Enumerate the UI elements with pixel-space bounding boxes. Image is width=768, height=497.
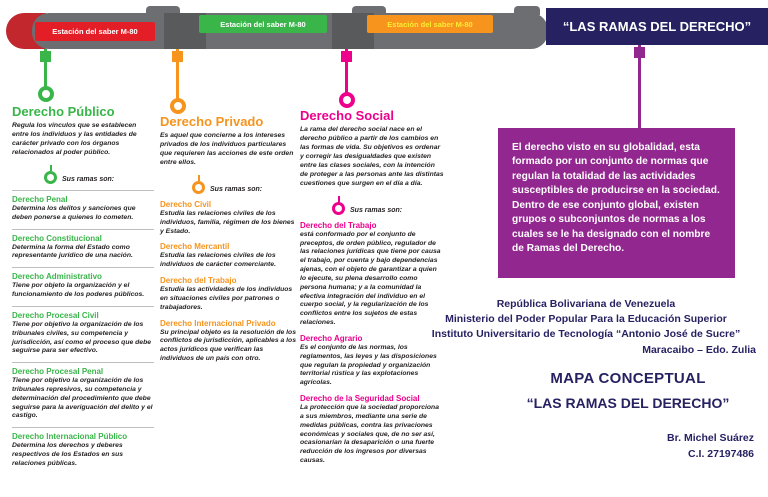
column-intro: La rama del derecho social nace en el derecho público a partir de los cambios en las formas de vida. Su objetivos es ordenar y corregir las desigualdades que existen entre las clases sociales, con la intención de proteger a las personas ante las distintas cuestiones que surgen en el día a día. — [300, 126, 444, 187]
law-branch-item — [12, 229, 154, 262]
branch-ring-icon — [192, 175, 205, 194]
map-title-block — [498, 370, 758, 411]
stem-line — [338, 196, 340, 202]
author-block — [540, 431, 760, 463]
author-id: C.I. 27197486 — [688, 447, 754, 460]
station-node-icon — [172, 51, 183, 62]
branch-text: La protección que la sociedad proporciona a sus miembros, mediante una serie de medidas públicas, contra las privaciones económicas y sociales que, de no ser así, ocasionarían la desaparición o una fuerte reducción de los ingresos por diversas causas. — [300, 404, 439, 464]
law-branch-item — [12, 362, 154, 421]
branch-ring-icon — [44, 165, 57, 184]
stem-line — [198, 175, 200, 181]
branch-title: Derecho Administrativo — [12, 272, 102, 282]
column-derecho-privado — [160, 114, 296, 364]
map-title-line2: “LAS RAMAS DEL DERECHO” — [526, 395, 730, 411]
branch-ring-icon — [332, 196, 345, 215]
institution-block — [412, 297, 760, 358]
ramas-label: Sus ramas son: — [62, 175, 115, 183]
station-node-icon — [341, 51, 352, 62]
branch-title: Derecho Mercantil — [160, 242, 230, 252]
station-label-orange: Estación del saber M-80 — [367, 15, 493, 33]
ramas-row — [44, 165, 154, 184]
ramas-label: Sus ramas son: — [210, 185, 263, 193]
branch-text: está conformado por el conjunto de preceptos, de orden público, regulador de las relaciones jurídicas que tiene por causa el trabajo, por cuenta y bajo dependencias ajenas, con el objeto de garantizar a quien lo ejecute, su plena desarrollo como persona humana; y a la comunidad la efectiva integración del individuo en el cuerpo social, y la regularización de los conflictos entre los sujetos de estas relaciones. — [300, 230, 441, 327]
ramas-row — [332, 196, 444, 215]
branch-text: Determina la forma del Estado como representante jurídico de una nación. — [12, 243, 133, 260]
branch-text: Tiene por objetivo la organización de los tribunales civiles, su competencia y jurisdicción, así como el proceso que debe seguirse para ser efectivo. — [12, 320, 151, 355]
law-branch-item — [12, 190, 154, 223]
branch-title: Derecho del Trabajo — [300, 220, 377, 230]
institution-line: Instituto Universitario de Tecnología “Antonio José de Sucre” — [431, 328, 741, 341]
station-label-green: Estación del saber M-80 — [199, 15, 327, 33]
law-branch-item — [12, 427, 154, 468]
column-derecho-publico — [12, 104, 154, 469]
branch-title: Derecho Constitucional — [12, 233, 102, 243]
institution-line: República Bolivariana de Venezuela — [496, 298, 676, 310]
station-node-icon — [634, 47, 645, 58]
author-name: Br. Michel Suárez — [667, 432, 754, 444]
station-node-icon — [40, 51, 51, 62]
ring-icon — [192, 181, 205, 194]
branch-title: Derecho Civil — [160, 199, 212, 209]
branch-title: Derecho del Trabajo — [160, 276, 237, 286]
institution-location: Maracaibo – Edo. Zulia — [642, 343, 756, 356]
branch-title: Derecho de la Seguridad Social — [300, 394, 420, 404]
station-label-red: Estación del saber M-80 — [35, 22, 155, 41]
map-title-line1: MAPA CONCEPTUAL — [550, 370, 706, 387]
branch-title: Derecho Agrario — [300, 333, 363, 343]
stem-line — [50, 165, 52, 171]
branch-text: Estudia las actividades de los individuos en situaciones civiles por patrones o trabajadores. — [160, 286, 293, 311]
law-branch-item — [160, 200, 296, 236]
law-branch-item — [160, 242, 296, 270]
law-branch-item — [12, 267, 154, 300]
branch-title: Derecho Procesal Penal — [12, 367, 104, 377]
branch-text: Estudia las relaciones civiles de los individuos de carácter comerciante. — [160, 252, 276, 269]
branch-text: Estudia las relaciones civiles de los individuos, familia, régimen de los bienes y Estado. — [160, 209, 295, 235]
branch-ring-icon — [339, 92, 355, 108]
column-intro: Regula los vínculos que se establecen entre los individuos y las entidades de carácter privado con los órganos relacionados al poder público. — [12, 122, 137, 156]
branch-title: Derecho Internacional Privado — [160, 318, 276, 328]
slide-title: “LAS RAMAS DEL DERECHO” — [546, 8, 768, 45]
law-branch-item — [160, 276, 296, 312]
branch-text: Es el conjunto de las normas, los reglamentos, las leyes y las disposiciones que regulan la propiedad y organización territorial rústica y las explotaciones agrícolas. — [300, 343, 437, 387]
law-branch-item — [160, 319, 296, 364]
branch-ring-icon — [38, 86, 54, 102]
branch-title: Derecho Procesal Civil — [12, 310, 99, 320]
branch-text: Tiene por objeto la organización y el funcionamiento de los poderes públicos. — [12, 282, 145, 299]
branch-ring-icon — [170, 98, 186, 114]
summary-box: El derecho visto en su globalidad, esta formado por un conjunto de normas que regulan la totalidad de las actividades susceptibles de producirse en la sociedad. Dentro de ese conjunto global, existen grupos o subconjuntos de normas a los cuales se le ha designado con el nombre de Ramas del Derecho. — [498, 128, 735, 278]
branch-title: Derecho Penal — [12, 194, 68, 204]
column-intro: Es aquel que concierne a los intereses privados de los individuos particulares que requieren las acciones de este orden entre ellos. — [160, 132, 294, 166]
ramas-row — [192, 175, 296, 194]
column-title: Derecho Público — [12, 104, 115, 119]
column-title: Derecho Social — [300, 108, 394, 123]
branch-title: Derecho Internacional Público — [12, 432, 128, 442]
ring-icon — [332, 202, 345, 215]
ramas-label: Sus ramas son: — [350, 206, 403, 214]
column-title: Derecho Privado — [160, 114, 264, 129]
branch-text: Tiene por objetivo la organización de los tribunales represivos, su competencia y determinación del procedimiento que debe seguirse para la averiguación del delito y el castigo. — [12, 377, 153, 420]
branch-text: Determina los derechos y deberes respectivos de los Estados en sus relaciones públicas. — [12, 442, 124, 467]
column-derecho-social — [300, 108, 444, 466]
institution-line: Ministerio del Poder Popular Para la Educación Superior — [445, 313, 727, 326]
ring-icon — [44, 171, 57, 184]
branch-text: Su principal objeto es la resolución de los conflictos de jurisdicción, aplicables a los actos jurídicos que verifican las individuos de un país con otro. — [160, 328, 296, 362]
law-branch-item — [300, 394, 444, 466]
law-branch-item — [12, 306, 154, 356]
branch-text: Determina los delitos y sanciones que deben ponerse a quienes lo cometen. — [12, 204, 136, 221]
